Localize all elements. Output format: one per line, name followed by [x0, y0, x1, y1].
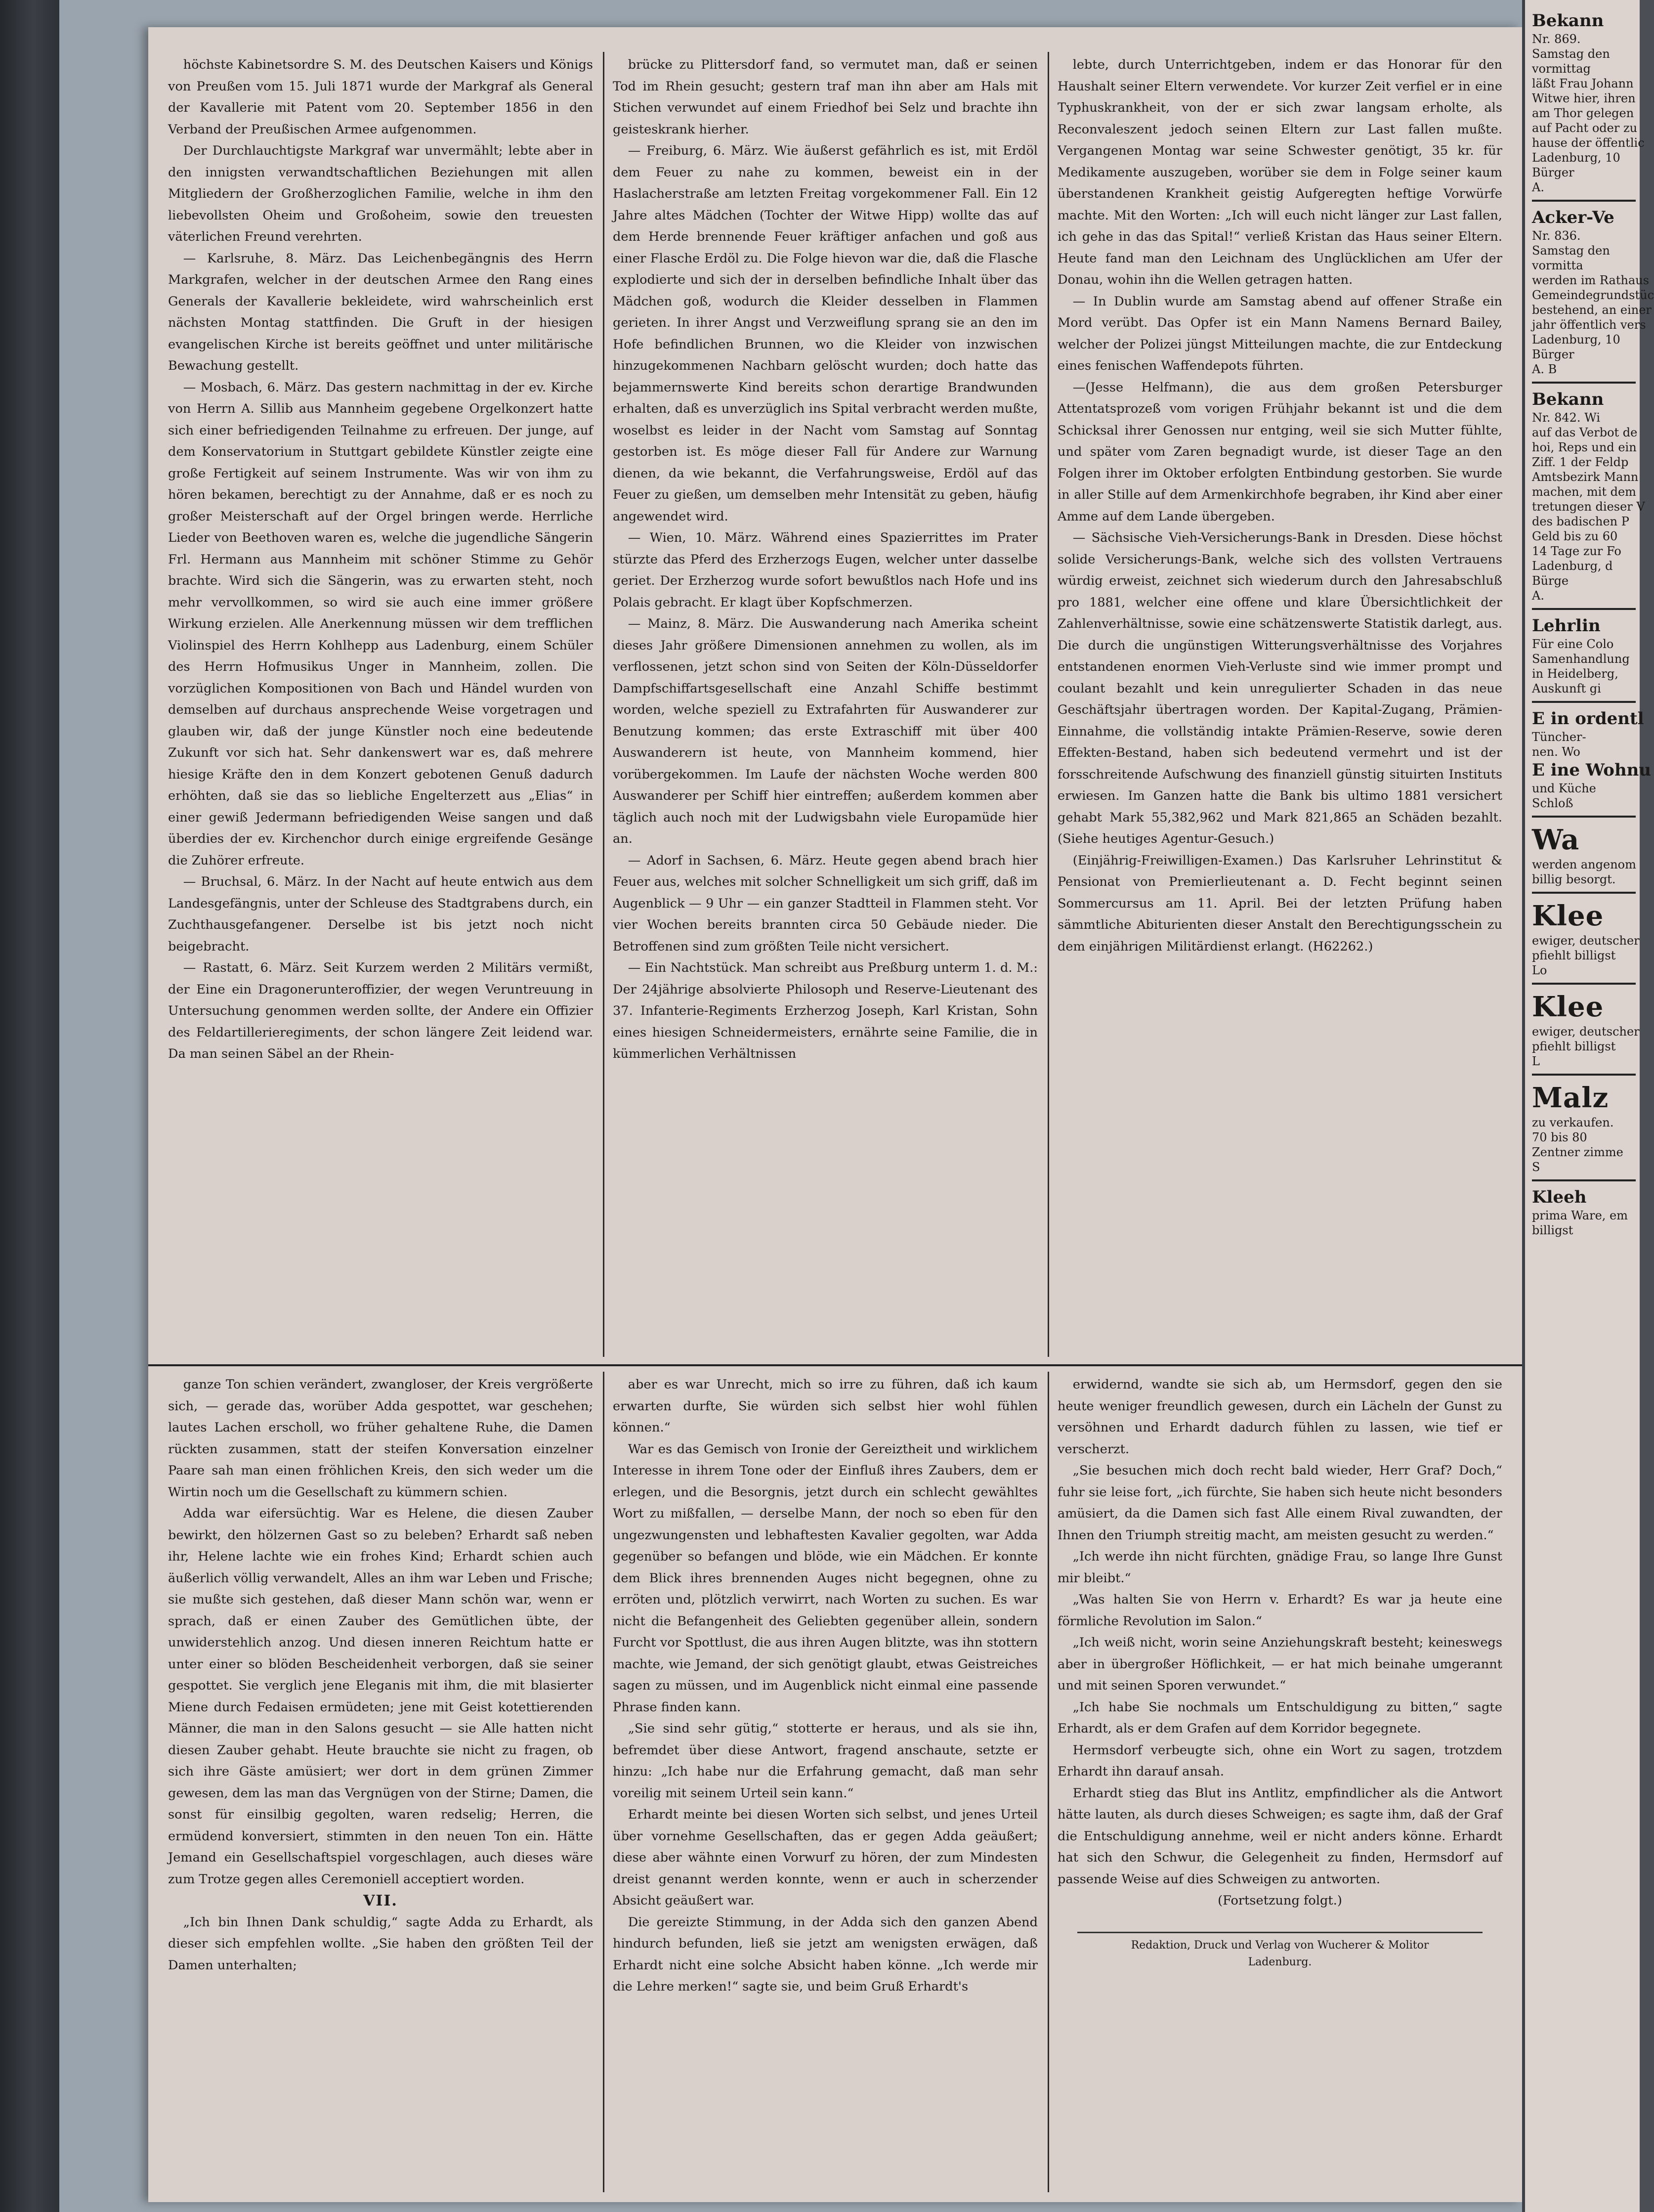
ad-text-fragment: Wa — [1532, 824, 1580, 856]
ad-text-fragment: zu verkaufen. — [1532, 1116, 1614, 1129]
column-divider — [1048, 52, 1049, 1357]
ad-text-fragment: Bürger — [1532, 166, 1574, 179]
ad-text-fragment: bestehend, an einer — [1532, 303, 1652, 317]
ad-text-fragment: Gemeindegrundstüc — [1532, 288, 1654, 302]
ad-text-fragment: E ine Wohnu — [1532, 760, 1652, 780]
paragraph: Erhardt meinte bei diesen Worten sich selbst, und jenes Urteil über vornehme Gesellschaften, das er gegen Adda geäußert; diese aber wähnte einen Vorwurf zu hören, der zum Mindesten dreist genannt werden konnte, wenn er auch in scherzender Absicht geäußert war. — [613, 1807, 1038, 1908]
paragraph: — In Dublin wurde am Samstag abend auf offener Straße ein Mord verübt. Das Opfer ist ein Mann Namens Bernard Bailey, welcher der Polizei jüngst Mitteilungen machte, die zur Entdeckung eines fenischen Waffendepots führten. — [1058, 294, 1502, 373]
news-column-3 — [1058, 54, 1502, 1340]
ad-text-fragment: Schloß — [1532, 796, 1573, 810]
ad-text-fragment: läßt Frau Johann — [1532, 77, 1634, 90]
ad-text-fragment: und Küche — [1532, 781, 1596, 795]
paragraph: —(Jesse Helfmann), die aus dem großen Petersburger Attentatsprozeß vom vorigen Frühjahr bekannt ist und die dem Schicksal ihrer Genossen nur entging, weil sie sich Mutter fühlte, und später vom Zaren begnadigt wurde, ist dieser Tage an den Folgen ihrer im Oktober erfolgten Entbindung gestorben. Sie wurde in aller Stille auf dem Armenkirchhofe begraben, ihr Kind aber einer Amme auf dem Lande übergeben. — [1058, 380, 1502, 524]
paragraph: — Mosbach, 6. März. Das gestern nachmittag in der ev. Kirche von Herrn A. Sillib aus Mannheim gegebene Orgelkonzert hatte sich einer befriedigenden Teilnahme zu erfreuen. Der junge, auf dem Konservatorium in Stuttgart gebildete Künstler zeigte eine große Fertigkeit auf seinem Instrumente. Was wir von ihm zu hören bekamen, berechtigt zu der Annahme, daß er es noch zu großer Meisterschaft auf der Orgel bringen werde. Herrliche Lieder von Beethoven waren es, welche die jugendliche Sängerin Frl. Hermann aus Mannheim mit schöner Stimme zu Gehör brachte. Wird sich die Sängerin, was zu erwarten steht, noch mehr vervollkommen, so wird sie auch eine immer größere Wirkung erzielen. Alle Anerkennung müssen wir dem trefflichen Violinspiel des Herrn Kohlhepp aus Ladenburg, einem Schüler des Herrn Hofmusikus Unger in Mannheim, zollen. Die vorzüglichen Kompositionen von Bach und Händel wurden von demselben auf durchaus ansprechende Weise vorgetragen und glauben wir, daß der junge Künstler noch eine bedeutende Zukunft vor sich hat. Sehr dankenswert war es, daß mehrere hiesige Kräfte den in dem Konzert gebotenen Genuß dadurch erhöhten, daß sie das so liebliche Engelterzett aus „Elias“ in einer gewiß Jedermann befriedigenden Weise sangen und daß überdies der ev. Kirchenchor durch einige ergreifende Gesänge die Zuhörer erfreute. — [168, 380, 593, 868]
ad-text-fragment: Lo — [1532, 963, 1547, 977]
news-column-2 — [613, 54, 1038, 1357]
ad-text-fragment: Bekann — [1532, 390, 1604, 409]
ad-text-fragment: nen. Wo — [1532, 745, 1580, 759]
ad-text-fragment: pfiehlt billigst — [1532, 949, 1616, 962]
paragraph: Der Durchlauchtigste Markgraf war unvermählt; lebte aber in den innigsten verwandtschaftlichen Beziehungen mit allen Mitgliedern der Großherzoglichen Familie, welche in ihm den liebevollsten Oheim und Großoheim, sowie den treuesten väterlichen Freund verehrten. — [168, 143, 593, 244]
ad-text-fragment: Nr. 869. — [1532, 32, 1581, 46]
paragraph: „Sie sind sehr gütig,“ stotterte er heraus, und als sie ihn, befremdet über diese Antwort, fragend anschaute, setzte er hinzu: „Ich habe nur die Erfahrung gemacht, daß man sehr voreilig mit seinem Urteil sein kann.“ — [613, 1721, 1038, 1801]
ad-text-fragment: Ladenburg, 10 — [1532, 333, 1620, 347]
feuilleton-column-1 — [168, 1374, 593, 2190]
ad-text-fragment: tretungen dieser V — [1532, 500, 1645, 514]
paragraph: „Ich weiß nicht, worin seine Anziehungskraft besteht; keineswegs aber in übergroßer Höflichkeit, — er hat mich beinahe umgerannt und mit seinen Sporen verwundet.“ — [1058, 1635, 1502, 1693]
ad-text-fragment: Klee — [1532, 900, 1604, 932]
ad-text-fragment: Samstag den — [1532, 244, 1610, 258]
ad-text-fragment: Kleeh — [1532, 1187, 1587, 1207]
ad-text-fragment: Tüncher- — [1532, 730, 1586, 744]
ad-text-fragment: Ladenburg, d — [1532, 559, 1613, 573]
ad-text-fragment: Nr. 836. — [1532, 229, 1581, 243]
feuilleton-divider — [148, 1364, 1522, 1366]
ad-text-fragment: Nr. 842. Wi — [1532, 411, 1601, 425]
paragraph: War es das Gemisch von Ironie der Gereiztheit und wirklichem Interesse in ihrem Tone oder der Einfluß ihres Zaubers, dem er erlegen, und die Besorgnis, jetzt durch ein schlecht gewähltes Wort zu mißfallen, — derselbe Mann, der noch so eben für den ungezwungensten und lebhaftesten Kavalier gegolten, war Adda gegenüber so befangen und blöde, wie ein Mädchen. Er konnte dem Blick ihres brennenden Auges nicht begegnen, ohne zu erröten und, plötzlich verwirrt, nach Worten zu suchen. Es war nicht die Befangenheit des Geliebten gegenüber allein, sondern Furcht vor Spottlust, die aus ihren Augen blitzte, was ihn stottern machte, wie Jemand, der sich genötigt glaubt, etwas Geistreiches sagen zu müssen, und im Augenblick nicht einmal eine passende Phrase finden kann. — [613, 1441, 1038, 1715]
ad-divider — [1532, 1074, 1636, 1076]
paragraph: erwidernd, wandte sie sich ab, um Hermsdorf, gegen den sie heute weniger freundlich gewesen, durch ein Lächeln der Gunst zu versöhnen und Erhardt dadurch fühlen zu lassen, wie tief er verscherzt. — [1058, 1377, 1502, 1457]
ad-text-fragment: auf das Verbot de — [1532, 426, 1638, 439]
ad-text-fragment: Samstag den — [1532, 47, 1610, 61]
book-binding — [0, 0, 59, 2212]
paragraph: — Bruchsal, 6. März. In der Nacht auf heute entwich aus dem Landesgefängnis, unter der Schleuse des Stadtgrabens durch, ein Zuchthausgefangener. Derselbe ist bis jetzt noch nicht beigebracht. — [168, 874, 593, 954]
ad-text-fragment: ewiger, deutscher — [1532, 934, 1640, 948]
ad-text-fragment: hause der öffentlic — [1532, 136, 1645, 150]
ad-text-fragment: Amtsbezirk Mann — [1532, 470, 1639, 484]
adjoining-page-ads — [1532, 10, 1654, 1238]
paragraph: aber es war Unrecht, mich so irre zu führen, daß ich kaum erwarten durfte, Sie würden sich selbst hier wohl fühlen können.“ — [613, 1377, 1038, 1435]
paragraph: höchste Kabinetsordre S. M. des Deutschen Kaisers und Königs von Preußen vom 15. Juli 1871 wurde der Markgraf als General der Kavallerie mit Patent vom 20. September 1856 in den Verband der Preußischen Armee aufgenommen. — [168, 57, 593, 137]
paragraph: — Adorf in Sachsen, 6. März. Heute gegen abend brach hier Feuer aus, welches mit solcher Schnelligkeit um sich griff, daß im Augenblick — 9 Uhr — ein ganzer Stadtteil in Flammen steht. Vor vier Wochen bereits brannten circa 50 Gebäude nieder. Die Betroffenen sind zum größten Teile nicht versichert. — [613, 853, 1038, 954]
ad-text-fragment: L — [1532, 1054, 1540, 1068]
ad-divider — [1532, 382, 1636, 384]
column-divider — [603, 52, 604, 1357]
ad-text-fragment: vormittag — [1532, 62, 1591, 76]
ad-text-fragment: auf Pacht oder zu — [1532, 121, 1638, 135]
ad-divider — [1532, 816, 1636, 818]
paragraph: Die gereizte Stimmung, in der Adda sich den ganzen Abend hindurch befunden, ließ sie jetzt am wenigsten erwägen, daß Erhardt nicht eine solche Absicht haben könne. „Ich werde mir die Lehre merken!“ sagte sie, und beim Gruß Erhardt's — [613, 1914, 1038, 1994]
ad-text-fragment: Geld bis zu 60 — [1532, 529, 1618, 543]
ad-text-fragment: jahr öffentlich vers — [1532, 318, 1646, 332]
ad-text-fragment: A. — [1532, 589, 1544, 603]
ad-divider — [1532, 892, 1636, 894]
feuilleton-column-3 — [1058, 1374, 1502, 2190]
paragraph: brücke zu Plittersdorf fand, so vermutet man, daß er seinen Tod im Rhein gesucht; gestern traf man ihn aber am Hals mit Stichen verwundet auf einem Friedhof bei Selz und brachte ihn geisteskrank hierher. — [613, 57, 1038, 137]
ad-text-fragment: prima Ware, em — [1532, 1209, 1628, 1222]
ad-text-fragment: Auskunft gi — [1532, 682, 1601, 695]
ad-text-fragment: Acker-Ve — [1532, 208, 1614, 227]
paragraph: — Karlsruhe, 8. März. Das Leichenbegängnis des Herrn Markgrafen, welcher in der deutschen Armee den Rang eines Generals der Kavallerie bekleidete, wird wahrscheinlich erst nächsten Montag stattfinden. Die Gruft in der hiesigen evangelischen Kirche ist bereits geöffnet und unter militärische Bewachung gestellt. — [168, 251, 593, 373]
paragraph: (Einjährig-Freiwilligen-Examen.) Das Karlsruher Lehrinstitut & Pensionat von Premierlieutenant a. D. Fecht beginnt seinen Sommercursus am 11. April. Bei der letzten Prüfung haben sämmtliche Abiturienten dieser Anstalt den Berechtigungsschein zu dem einjährigen Militärdienst erlangt. (H62262.) — [1058, 853, 1502, 954]
news-column-1 — [168, 54, 593, 1357]
ad-text-fragment: Für eine Colo — [1532, 637, 1614, 651]
column-divider — [1048, 1372, 1049, 2192]
ad-text-fragment: Malz — [1532, 1082, 1609, 1114]
ad-text-fragment: A. — [1532, 180, 1544, 194]
paragraph: „Ich werde ihn nicht fürchten, gnädige Frau, so lange Ihre Gunst mir bleibt.“ — [1058, 1549, 1502, 1586]
paragraph: Adda war eifersüchtig. War es Helene, die diesen Zauber bewirkt, den hölzernen Gast so zu beleben? Erhardt saß neben ihr, Helene lachte wie ein frohes Kind; Erhardt schien auch äußerlich völlig verwandelt, Alles an ihm war Leben und Frische; sie mußte sich gestehen, daß dieser Mann schön war, wenn er sprach, daß er einen Zauber des Gemütlichen übte, der unwiderstehlich anzog. Und diesen inneren Reichtum hatte er unter einer so blöden Bescheidenheit verborgen, daß sie seiner gespottet. Sie verglich jene Eleganis mit ihm, die mit blasierter Miene durch Fedaisen ermüdeten; jene mit Geist kotettierenden Männer, die man in den Salons gesucht — sie Alle hatten nicht diesen Zauber gehabt. Heute brauchte sie nicht zu fragen, ob sich ihre Gäste amüsiert; wer dort in dem grünen Zimmer gewesen, dem las man das Vergnügen von der Stirne; Damen, die sonst für einsilbig gegolten, waren redselig; Herren, die ermüdend konversiert, stimmten in den neuen Ton ein. Hätte Jemand ein Gesellschaftspiel vorgeschlagen, auch dieses wäre zum Trotze gegen alles Ceremoniell acceptiert worden. — [168, 1506, 593, 1887]
ad-text-fragment: 70 bis 80 — [1532, 1130, 1587, 1144]
newspaper-page — [148, 27, 1522, 2202]
ad-text-fragment: in Heidelberg, — [1532, 667, 1618, 681]
paragraph: — Ein Nachtstück. Man schreibt aus Preßburg unterm 1. d. M.: Der 24jährige absolvierte Philosoph und Reserve-Lieutenant des 37. Infanterie-Regiments Erzherzog Joseph, Karl Kristan, Sohn eines hiesigen Schneidermeisters, ernährte seine Familie, die in kümmerlichen Verhältnissen — [613, 960, 1038, 1061]
ad-text-fragment: Klee — [1532, 991, 1604, 1023]
ad-divider — [1532, 1179, 1636, 1181]
ad-text-fragment: ewiger, deutscher — [1532, 1025, 1640, 1039]
ad-divider — [1532, 701, 1636, 703]
ad-text-fragment: des badischen P — [1532, 515, 1629, 528]
ad-divider — [1532, 608, 1636, 610]
ad-text-fragment: vormitta — [1532, 259, 1583, 272]
paragraph: — Wien, 10. März. Während eines Spazierrittes im Prater stürzte das Pferd des Erzherzogs Eugen, welcher unter dasselbe geriet. Der Erzherzog wurde sofort bewußtlos nach Hofe und ins Polais gebracht. Er klagt über Kopfschmerzen. — [613, 530, 1038, 610]
ad-text-fragment: Ladenburg, 10 — [1532, 151, 1620, 165]
ad-text-fragment: billig besorgt. — [1532, 872, 1616, 886]
ad-text-fragment: A. B — [1532, 362, 1557, 376]
ad-text-fragment: Bürger — [1532, 347, 1574, 361]
ad-text-fragment: am Thor gelegen — [1532, 106, 1634, 120]
paragraph: — Mainz, 8. März. Die Auswanderung nach Amerika scheint dieses Jahr größere Dimensionen annehmen zu wollen, als im verflossenen, jetzt schon sind von Seiten der Köln-Düsseldorfer Dampfschiffartsgesellschaft eine Anzahl Schiffe bestimmt worden, welche speziell zu Extrafahrten für Auswanderer zur Benutzung kommen; das erste Extraschiff mit über 400 Auswanderern ist heute, von Mannheim kommend, hier vorübergekommen. Im Laufe der nächsten Woche werden 800 Auswanderer per Schiff hier eintreffen; außerdem kommen aber täglich auch noch mit der Ludwigsbahn viele Europamüde hier an. — [613, 616, 1038, 846]
ad-text-fragment: werden angenom — [1532, 858, 1636, 871]
paragraph: — Rastatt, 6. März. Seit Kurzem werden 2 Militärs vermißt, der Eine ein Dragonerunteroffizier, der wegen Veruntreuung in Untersuchung genommen werden sollte, der Andere ein Offizier des Feldartillerieregiments, der schon längere Zeit leidend war. Da man seinen Säbel an der Rhein- — [168, 960, 593, 1061]
paragraph: „Ich habe Sie nochmals um Entschuldigung zu bitten,“ sagte Erhardt, als er dem Grafen auf dem Korridor begegnete. — [1058, 1699, 1502, 1736]
paragraph: „Ich bin Ihnen Dank schuldig,“ sagte Adda zu Erhardt, als dieser sich empfehlen wollte. „Sie haben den größten Teil der Damen unterhalten; — [168, 1914, 593, 1973]
paragraph: lebte, durch Unterrichtgeben, indem er das Honorar für den Haushalt seiner Eltern verwendete. Vor kurzer Zeit verfiel er in eine Typhuskrankheit, von der er sich zwar langsam erholte, als Reconvaleszent jedoch seinen Eltern zur Last fallen mußte. Vergangenen Montag war seine Schwester genötigt, 35 kr. für Medikamente auszugeben, worüber sie dem in Folge seiner kaum überstandenen Krankheit geistig Aufgeregten heftige Vorwürfe machte. Mit den Worten: „Ich will euch nicht länger zur Last fallen, ich gehe in das das Spital!“ verließ Kristan das Haus seiner Eltern. Heute fand man den Leichnam des Unglücklichen am Ufer der Donau, wohin ihn die Wellen getragen hatten. — [1058, 57, 1502, 287]
paragraph: „Was halten Sie von Herrn v. Erhardt? Es war ja heute eine förmliche Revolution im Salon.“ — [1058, 1592, 1502, 1629]
ad-divider — [1532, 983, 1636, 985]
continuation-note: (Fortsetzung folgt.) — [1218, 1893, 1342, 1908]
paragraph: — Freiburg, 6. März. Wie äußerst gefährlich es ist, mit Erdöl dem Feuer zu nahe zu kommen, beweist ein in der Haslacherstraße am letzten Freitag vorgekommener Fall. Ein 12 Jahre altes Mädchen (Tochter der Witwe Hipp) wollte das auf dem Herde brennende Feuer kräftiger anfachen und goß aus einer Flasche Erdöl zu. Die Folge hievon war die, daß die Flasche explodierte und sich der in derselben befindliche Inhalt über das Mädchen goß, wodurch die Kleider desselben in Flammen gerieten. In ihrer Angst und Verzweiflung sprang sie an den im Hofe befindlichen Brunnen, wo die Kleider von inzwischen hinzugekommenen Nachbarn gelöscht wurden; doch hatte das bejammernswerte Kind bereits schon derartige Brandwunden erhalten, daß es unverzüglich ins Spital verbracht werden mußte, woselbst es leider in der Nacht vom Samstag auf Sonntag gestorben ist. Es möge dieser Fall für Andere zur Warnung dienen, da wie bekannt, die Verfahrungsweise, Erdöl auf das Feuer zu gießen, um demselben mehr Intensität zu geben, häufig angewendet wird. — [613, 143, 1038, 524]
ad-text-fragment: werden im Rathaus — [1532, 273, 1650, 287]
ad-text-fragment: hoi, Reps und ein — [1532, 440, 1637, 454]
paragraph: ganze Ton schien verändert, zwangloser, der Kreis vergrößerte sich, — gerade das, worüber Adda gespottet, war geschehen; lautes Lachen erscholl, wo früher gehaltene Ruhe, die Damen rückten zusammen, statt der steifen Konversation einzelner Paare sah man einen fröhlichen Kreis, den sich weder um die Wirtin noch um die Gesellschaft zu kümmern schien. — [168, 1377, 593, 1500]
ad-divider — [1532, 200, 1636, 202]
ad-text-fragment: billigst — [1532, 1223, 1573, 1237]
ad-text-fragment: Samenhandlung — [1532, 652, 1630, 666]
ad-text-fragment: Bekann — [1532, 11, 1604, 31]
ad-text-fragment: machen, mit dem — [1532, 485, 1636, 499]
ad-text-fragment: Lehrlin — [1532, 616, 1601, 636]
imprint: Redaktion, Druck und Verlag von Wucherer & Molitor Ladenburg. — [1131, 1939, 1429, 1968]
chapter-heading: VII. — [363, 1892, 398, 1909]
ad-text-fragment: pfiehlt billigst — [1532, 1040, 1616, 1053]
column-divider — [603, 1372, 604, 2192]
ad-text-fragment: Bürge — [1532, 574, 1569, 588]
feuilleton-column-2 — [613, 1374, 1038, 2190]
ad-text-fragment: S — [1532, 1160, 1540, 1174]
ad-text-fragment: Witwe hier, ihren — [1532, 91, 1636, 105]
ad-text-fragment: 14 Tage zur Fo — [1532, 544, 1621, 558]
ad-text-fragment: Zentner zimme — [1532, 1145, 1623, 1159]
ad-text-fragment: E in ordentl — [1532, 709, 1644, 729]
paragraph: Erhardt stieg das Blut ins Antlitz, empfindlicher als die Antwort hätte lauten, als durch dieses Schweigen; es sagte ihm, daß der Graf die Entschuldigung annehme, weil er nicht anders könne. Erhardt hat sich den Schwur, die Gelegenheit zu finden, Hermsdorf auf passende Weise auf dies Schweigen zu antworten. — [1058, 1785, 1502, 1887]
adjoining-page — [1522, 0, 1654, 2212]
paragraph: Hermsdorf verbeugte sich, ohne ein Wort zu sagen, trotzdem Erhardt ihn darauf ansah. — [1058, 1742, 1502, 1779]
paragraph: — Sächsische Vieh-Versicherungs-Bank in Dresden. Diese höchst solide Versicherungs-Bank, welche sich des vollsten Vertrauens würdig erweist, zeichnet sich wiederum durch den Jahresabschluß pro 1881, welcher eine offene und klare Übersichtlichkeit der Zahlenverhältnisse, sowie eine schätzenswerte Statistik darlegt, aus. Die durch die ungünstigen Witterungsverhältnisse des Vorjahres entstandenen enormen Vieh-Verluste sind wie immer prompt und coulant bezahlt und kein unregulierter Schaden in das neue Geschäftsjahr übertragen worden. Der Kapital-Zugang, Prämien-Einnahme, die vollständig intakte Prämien-Reserve, sowie deren Effekten-Bestand, haben sich bedeutend vermehrt und ist der forsschreitende Aufschwung des finanziell günstig situirten Instituts erwiesen. Im Ganzen hatte die Bank bis ultimo 1881 versichert gehabt Mark 55,382,962 und Mark 821,865 an Schäden bezahlt. (Siehe heutiges Agentur-Gesuch.) — [1058, 530, 1502, 846]
ad-text-fragment: Ziff. 1 der Feldp — [1532, 455, 1629, 469]
paragraph: „Sie besuchen mich doch recht bald wieder, Herr Graf? Doch,“ fuhr sie leise fort, „ich fürchte, Sie haben sich heute nicht besonders amüsiert, da die Damen sich fast Alle einem Rival zuwandten, der Ihnen den Triumph streitig macht, am meisten gesucht zu werden.“ — [1058, 1463, 1502, 1543]
